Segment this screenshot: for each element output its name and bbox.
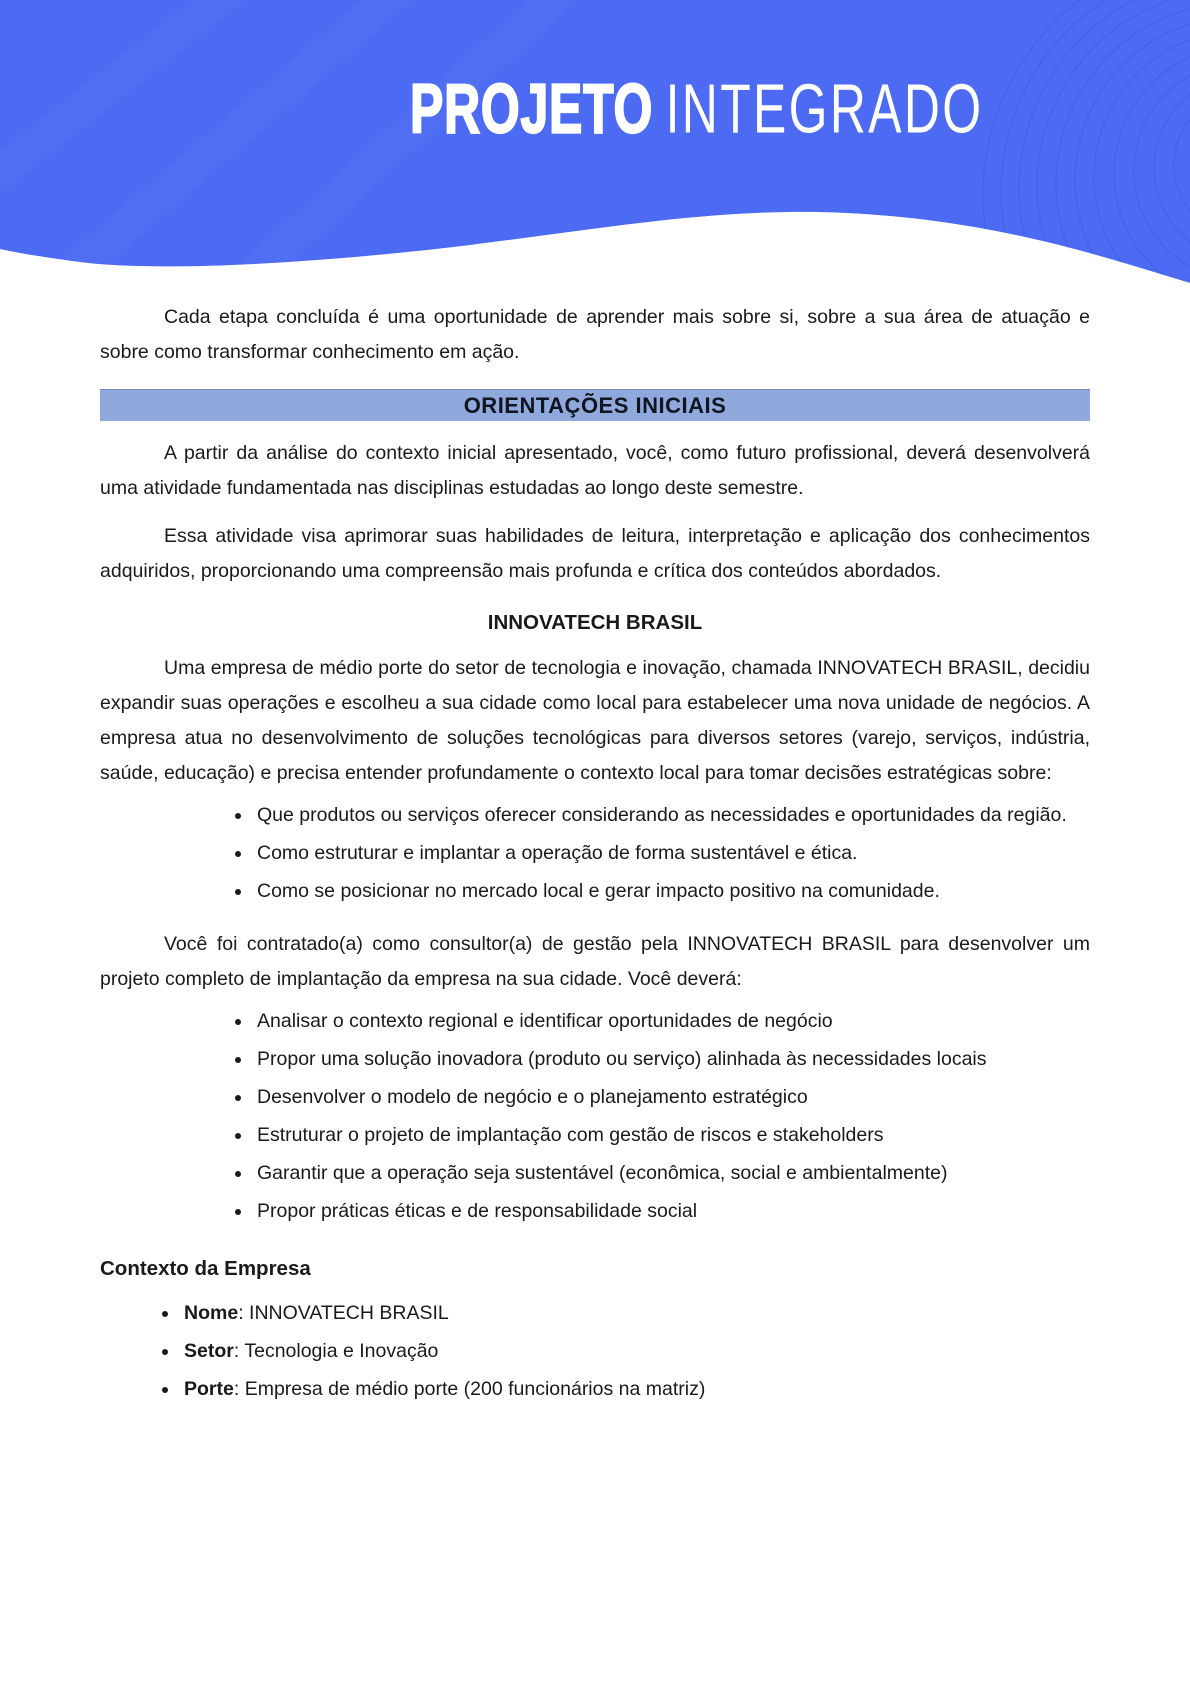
page-title-light-word: INTEGRADO [665, 69, 984, 148]
tasks-list [100, 1003, 1090, 1229]
list-item: • Propor práticas éticas e de responsabilidade social [253, 1193, 1090, 1229]
company-item-value: : Tecnologia e Inovação [233, 1340, 439, 1362]
innovatech-heading: INNOVATECH BRASIL [487, 611, 703, 634]
company-item-label: Setor [184, 1340, 234, 1362]
list-item [180, 1371, 1090, 1407]
orientacoes-paragraph-1: A partir da análise do contexto inicial apresentado, você, como futuro profissional, deverá desenvolverá uma atividade fundamentada nas disciplinas estudadas ao longo deste semestre. [100, 442, 1090, 499]
company-item-value: : INNOVATECH BRASIL [238, 1302, 449, 1324]
list-item [180, 1295, 1090, 1331]
document-content [0, 300, 1190, 1407]
header-banner [0, 0, 1190, 290]
company-item-label: Porte [184, 1378, 234, 1400]
list-item [180, 1333, 1090, 1369]
strategic-questions-list [100, 797, 1090, 909]
company-context-heading: Contexto da Empresa [100, 1257, 311, 1280]
list-item: • Como estruturar e implantar a operação de forma sustentável e ética. [253, 835, 1090, 871]
list-item: • Estruturar o projeto de implantação com gestão de riscos e stakeholders [253, 1117, 1090, 1153]
innovatech-intro-paragraph: Uma empresa de médio porte do setor de tecnologia e inovação, chamada INNOVATECH BRASIL, decidiu expandir suas operações e escolheu a sua cidade como local para estabelecer uma nova unidade de negócios. A empresa atua no desenvolvimento de soluções tecnológicas para diversos setores (varejo, serviços, indústria, saúde, educação) e precisa entender profundamente o contexto local para tomar decisões estratégicas sobre: [100, 657, 1090, 784]
list-item: • Analisar o contexto regional e identificar oportunidades de negócio [253, 1003, 1090, 1039]
list-item: • Propor uma solução inovadora (produto ou serviço) alinhada às necessidades locais [253, 1041, 1090, 1077]
list-item: • Desenvolver o modelo de negócio e o planejamento estratégico [253, 1079, 1090, 1115]
list-item: • Que produtos ou serviços oferecer considerando as necessidades e oportunidades da região. [253, 797, 1090, 833]
company-context-list [100, 1295, 1090, 1407]
consultant-paragraph: Você foi contratado(a) como consultor(a) de gestão pela INNOVATECH BRASIL para desenvolver um projeto completo de implantação da empresa na sua cidade. Você deverá: [100, 933, 1090, 990]
company-item-label: Nome [184, 1302, 239, 1324]
company-item-value: : Empresa de médio porte (200 funcionários na matriz) [233, 1378, 706, 1400]
orientacoes-paragraph-2: Essa atividade visa aprimorar suas habilidades de leitura, interpretação e aplicação dos conhecimentos adquiridos, proporcionando uma compreensão mais profunda e crítica dos conteúdos abordados. [100, 525, 1090, 582]
section-bar-label: ORIENTAÇÕES INICIAIS [463, 392, 727, 418]
intro-paragraph: Cada etapa concluída é uma oportunidade de aprender mais sobre si, sobre a sua área de atuação e sobre como transformar conhecimento em ação. [100, 306, 1090, 363]
page-title [410, 69, 1145, 148]
list-item: • Garantir que a operação seja sustentável (econômica, social e ambientalmente) [253, 1155, 1090, 1191]
section-bar [100, 389, 1090, 421]
list-item: • Como se posicionar no mercado local e gerar impacto positivo na comunidade. [253, 873, 1090, 909]
page-title-bold-word: PROJETO [410, 69, 654, 148]
